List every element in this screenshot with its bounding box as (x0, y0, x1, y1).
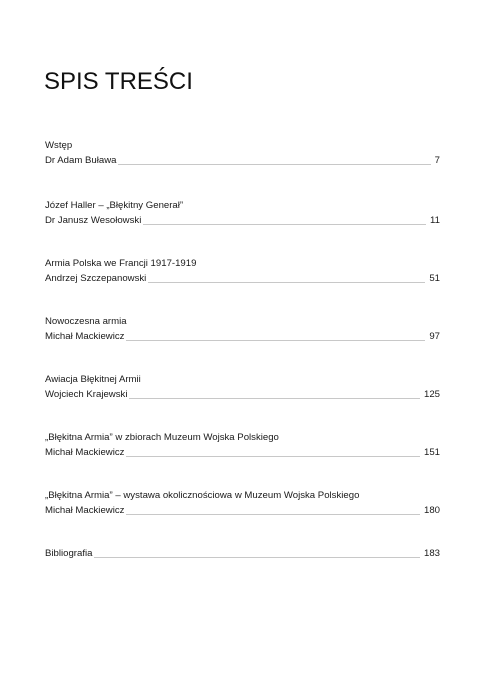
entry-author: Dr Janusz Wesołowski (45, 215, 142, 226)
toc-entry (45, 430, 440, 460)
entry-author: Wojciech Krajewski (45, 389, 128, 400)
entry-row (45, 153, 440, 168)
entry-page-number: 7 (434, 155, 440, 166)
entry-row (45, 445, 440, 460)
toc-entry (45, 138, 440, 168)
dotted-leader (126, 514, 420, 515)
entry-row (45, 213, 440, 228)
entry-title: Józef Haller – „Błękitny Generał” (45, 200, 184, 211)
entry-row (45, 387, 440, 402)
toc-entry (45, 488, 440, 518)
entry-page-number: 97 (429, 331, 440, 342)
entry-row (45, 271, 440, 286)
toc-entry (45, 314, 440, 344)
entry-author: Dr Adam Buława (45, 155, 117, 166)
entry-title: Awiacja Błękitnej Armii (45, 374, 141, 385)
toc-entry (45, 256, 440, 286)
entry-title: „Błękitna Armia” w zbiorach Muzeum Wojska Polskiego (45, 432, 279, 443)
dotted-leader (148, 282, 425, 283)
dotted-leader (143, 224, 426, 225)
dotted-leader (94, 557, 420, 558)
entry-author: Michał Mackiewicz (45, 505, 125, 516)
entry-author: Andrzej Szczepanowski (45, 273, 147, 284)
entry-page-number: 151 (423, 447, 440, 458)
dotted-leader (118, 164, 430, 165)
entry-row (45, 329, 440, 344)
entry-author: Michał Mackiewicz (45, 447, 125, 458)
entry-title: Bibliografia (45, 548, 93, 559)
entry-row (45, 546, 440, 561)
entry-author: Michał Mackiewicz (45, 331, 125, 342)
entry-page-number: 183 (423, 548, 440, 559)
entry-title: „Błękitna Armia” – wystawa okolicznościowa w Muzeum Wojska Polskiego (45, 490, 360, 501)
entry-title: Wstęp (45, 140, 73, 151)
dotted-leader (129, 398, 420, 399)
page-title: SPIS TREŚCI (44, 68, 193, 95)
entry-title: Armia Polska we Francji 1917-1919 (45, 258, 197, 269)
dotted-leader (126, 340, 425, 341)
entry-page-number: 11 (430, 215, 440, 226)
entry-title: Nowoczesna armia (45, 316, 127, 327)
entry-page-number: 51 (429, 273, 440, 284)
toc-entry (45, 372, 440, 402)
dotted-leader (126, 456, 420, 457)
entry-row (45, 503, 440, 518)
entry-page-number: 125 (423, 389, 440, 400)
toc-entry-bibliography (45, 546, 440, 561)
entry-page-number: 180 (423, 505, 440, 516)
toc-entry (45, 198, 440, 228)
